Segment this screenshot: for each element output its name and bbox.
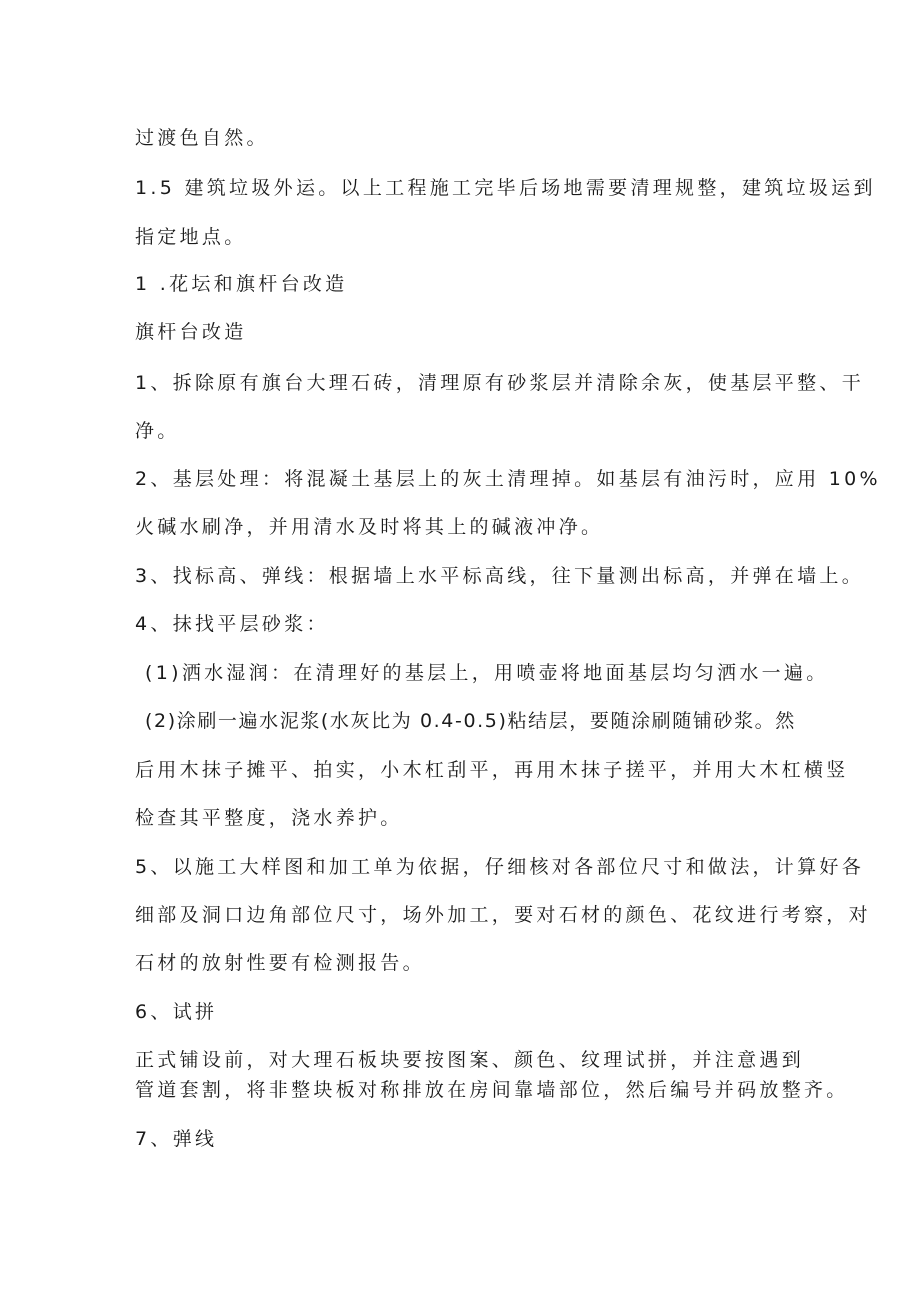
text-line: 3、找标高、弹线：根据墙上水平标高线，往下量测出标高，并弹在墙上。 [135, 565, 864, 587]
text-line: 正式铺设前，对大理石板块要按图案、颜色、纹理试拼，并注意遇到 [135, 1049, 805, 1071]
text-line: (2)涂刷一遍水泥浆(水灰比为 0.4-0.5)粘结层，要随涂刷随铺砂浆。然 [145, 710, 796, 732]
text-line: 6、试拼 [135, 1001, 218, 1023]
text-line: 1 .花坛和旗杆台改造 [135, 273, 348, 295]
text-line: 净。 [135, 420, 180, 442]
text-line: 管道套割，将非整块板对称排放在房间靠墙部位，然后编号并码放整齐。 [135, 1079, 849, 1101]
text-line: 过渡色自然。 [135, 127, 269, 149]
text-line: 检查其平整度，浇水养护。 [135, 807, 403, 829]
text-line: 1.5 建筑垃圾外运。以上工程施工完毕后场地需要清理规整，建筑垃圾运到 [135, 177, 876, 199]
text-line: 5、以施工大样图和加工单为依据，仔细核对各部位尺寸和做法，计算好各 [135, 856, 864, 878]
text-line: 旗杆台改造 [135, 321, 247, 343]
text-line: 石材的放射性要有检测报告。 [135, 952, 425, 974]
text-line: 火碱水刷净，并用清水及时将其上的碱液冲净。 [135, 516, 604, 538]
text-line: 1、拆除原有旗台大理石砖，清理原有砂浆层并清除余灰，使基层平整、干 [135, 372, 864, 394]
text-line: 后用木抹子摊平、拍实，小木杠刮平，再用木抹子搓平，并用大木杠横竖 [135, 759, 849, 781]
text-line: 指定地点。 [135, 226, 247, 248]
text-line: 细部及洞口边角部位尺寸，场外加工，要对石材的颜色、花纹进行考察，对 [135, 904, 871, 926]
text-line: 2、基层处理：将混凝土基层上的灰土清理掉。如基层有油污时，应用 10% [135, 468, 881, 490]
text-line: 4、抹找平层砂浆： [135, 613, 329, 635]
text-line: 7、弹线 [135, 1128, 218, 1150]
text-line: (1)洒水湿润：在清理好的基层上，用喷壶将地面基层均匀洒水一遍。 [145, 662, 829, 684]
